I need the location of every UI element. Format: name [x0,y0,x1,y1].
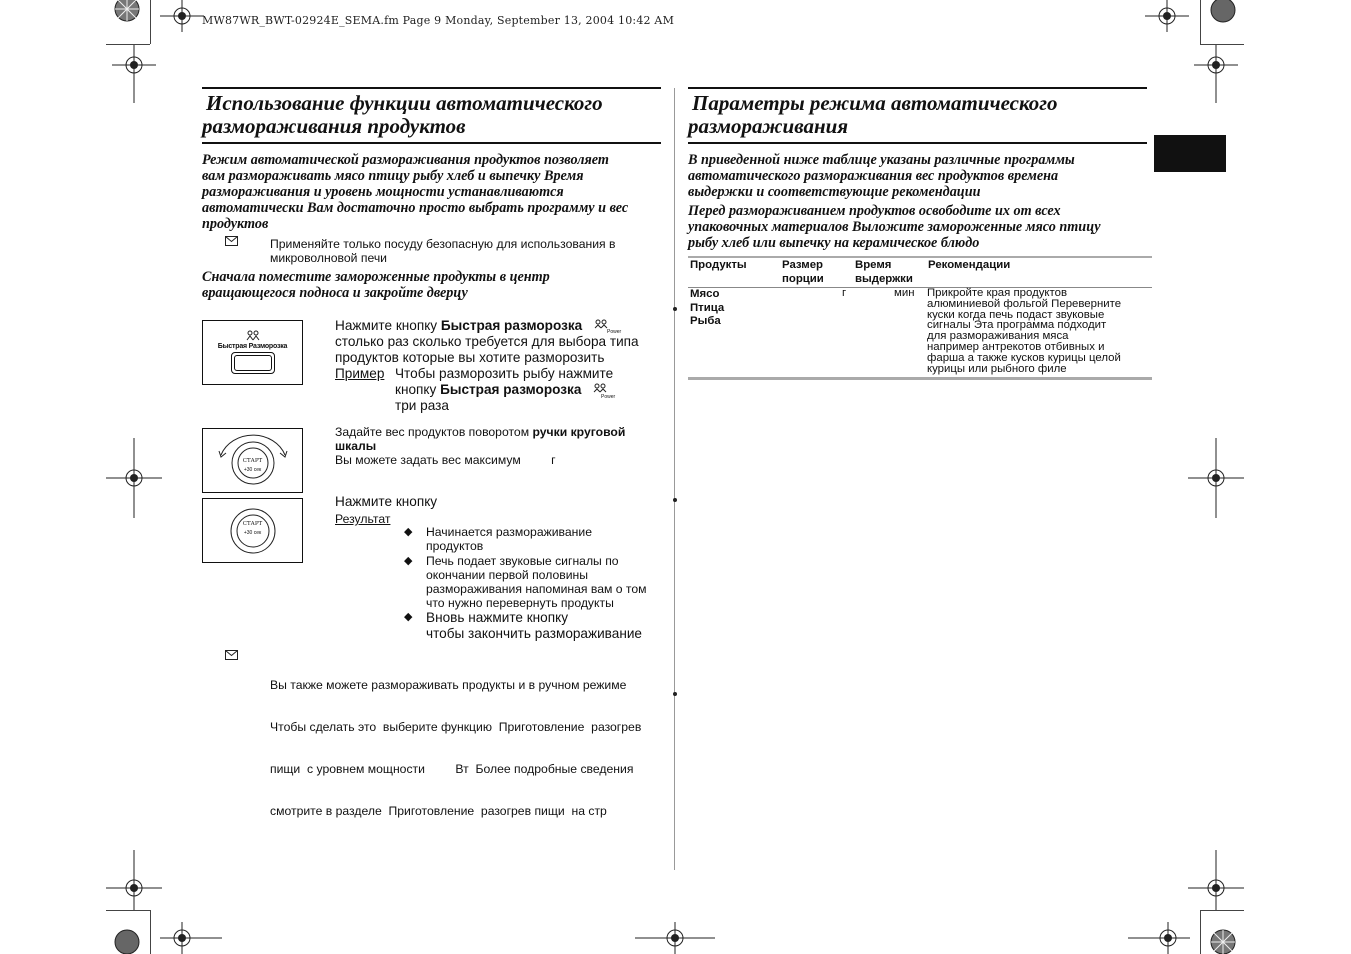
intro-line: В приведенной ниже таблице указаны различные программы [688,152,1075,168]
print-target-icon [113,0,141,22]
note-line: микроволновой печи [270,251,387,265]
registration-mark-icon [1145,0,1189,32]
portion-cell: г [842,287,847,299]
left-title-line2: размораживания продуктов [202,114,466,138]
note-line: Вы также можете размораживать продукты и в ручном режиме [270,678,627,692]
center-dot [673,307,677,311]
left-title-bottom-rule [202,142,661,144]
bullet-line: продуктов [426,539,484,553]
note-icon [225,650,238,660]
step1-prefix: Нажмите кнопку [335,318,441,333]
section-tab [1154,135,1226,172]
registration-mark-icon [160,922,222,954]
instruction-line: вращающегося подноса и закройте дверцу [202,285,468,301]
step1-button-name: Быстрая разморозка [440,318,583,333]
intro-line: упаковочных материалов Выложите замороженные мясо птицу [688,219,1101,235]
right-title [688,92,1148,138]
registration-mark-icon [1128,922,1190,954]
bullet-line: Начинается размораживание [426,525,592,539]
intro-line: выдержки и соответствующие рекомендации [688,184,981,200]
center-dot [673,498,677,502]
col-portion: Размер порции [782,259,824,285]
dial-panel [202,428,303,493]
intro-line: Перед размораживанием продуктов освободите их от всех [688,203,1061,219]
result-bullet [404,554,666,610]
registration-mark-icon [106,438,162,518]
registration-mark-icon [1194,45,1238,103]
bullet-line: размораживания напоминая вам о том [426,582,647,596]
step1-line: столько раз сколько требуется для выбора типа [335,334,639,349]
crop-line [150,0,151,44]
intro-line: размораживания и уровень мощности устанавливаются [202,184,564,200]
step3-text [335,494,665,528]
intro-line: продуктов [202,216,269,232]
example-line: Чтобы разморозить рыбу нажмите [395,366,614,381]
registration-mark-icon [1188,850,1244,910]
result-label: Результат [335,512,391,526]
col-recommendations: Рекомендации [928,259,1011,271]
bullet-line: чтобы закончить размораживание [426,626,642,641]
note-line: Применяйте только посуду безопасную для использования в [270,237,616,251]
note-line: смотрите в разделе Приготовление разогрев пищи на стр [270,804,607,818]
note-line: пищи с уровнем мощности Вт Более подробные сведения [270,762,634,776]
power-label: Power [601,394,616,400]
bullet-line: окончании первой половины [426,568,588,582]
note-icon [225,236,238,246]
result-bullet [404,610,666,642]
left-title [202,92,662,138]
bullet-line: что нужно перевернуть продукты [426,596,614,610]
col-products: Продукты [690,259,747,271]
left-instruction [202,269,662,301]
file-header: MW87WR_BWT-02924E_SEMA.fm Page 9 Monday, September 13, 2004 10:42 AM [202,14,675,27]
example-label: Пример [335,366,385,381]
col-time: Время выдержки [855,259,913,285]
example-prefix: кнопку [395,382,441,397]
right-title-bottom-rule [688,142,1147,144]
registration-mark-icon [106,850,162,910]
intro-line: рыбу хлеб или выпечку на керамическое блюдо [688,235,980,251]
step2-max-weight: Вы можете задать вес максимум г [335,453,556,467]
right-intro [688,152,1153,251]
right-title-top-rule [688,87,1147,89]
intro-line: вам размораживать мясо птицу рыбу хлеб и выпечку Время [202,168,584,184]
center-dot [673,692,677,696]
left-intro [202,152,667,232]
print-target-icon [1209,0,1237,24]
quick-defrost-panel [202,320,303,385]
crop-line [1200,910,1201,954]
recommendations-cell: Прикройте края продуктов алюминиевой фольгой Переверните куски когда печь подаст звуковые сигналы Эта программа подходит для размораживания мяса например антрекотов отбивных и фарша а также кусков курицы целой курицы или рыбного филе [927,287,1122,375]
print-target-icon [1209,928,1237,954]
registration-mark-icon [112,45,156,103]
intro-line: Режим автоматической размораживания продуктов позволяет [202,152,609,168]
table-bottom-rule [688,377,1152,380]
crop-line [1200,910,1244,911]
print-target-icon [113,928,141,954]
note-utensils [270,237,660,265]
result-bullet [404,525,666,553]
step2-text [335,425,665,467]
example-line3: три раза [395,398,449,413]
diamond-bullet-icon: ◆ [404,526,413,538]
table-header-row [688,258,1152,286]
intro-line: автоматически Вам достаточно просто выбрать программу и вес [202,200,629,216]
result-bullets [404,525,666,642]
registration-mark-icon [1188,438,1244,518]
start-panel [202,498,303,563]
quick-defrost-button[interactable] [231,352,275,374]
diamond-bullet-icon: ◆ [404,611,413,623]
panel-label: Быстрая Разморозка [217,343,288,350]
note-line: Чтобы сделать это выберите функцию Приготовление разогрев [270,720,642,734]
defrost-table [688,258,1152,286]
start-label: СТАРТ [242,521,263,527]
dial-sub-label: +30 сек [243,467,262,473]
registration-mark-icon [160,0,204,32]
step1-line: продуктов которые вы хотите разморозить [335,350,605,365]
registration-mark-icon [635,922,715,954]
note-manual-defrost [270,650,665,832]
bullet-line: Печь подает звуковые сигналы по [426,554,619,568]
dial-label: СТАРТ [242,458,263,464]
time-cell: мин [894,287,915,299]
step2-prefix: Задайте вес продуктов поворотом [335,425,533,439]
right-title-line2: размораживания [688,114,849,138]
instruction-line: Сначала поместите замороженные продукты в центр [202,269,550,285]
left-title-line1: Использование функции автоматического [206,91,603,115]
power-label: Power [607,329,622,335]
power-defrost-icon [594,319,608,331]
left-title-top-rule [202,87,661,89]
crop-line [1200,0,1201,44]
step2-dial-name: ручки круговой [532,425,626,439]
step3-line1: Нажмите кнопку [335,494,438,509]
products-cell: Мясо Птица Рыба [690,288,725,327]
crop-line [150,910,151,954]
crop-line [106,910,150,911]
bullet-line: Вновь нажмите кнопку [426,610,568,625]
center-divider [674,88,675,870]
defrost-symbol-icon [246,330,260,342]
diamond-bullet-icon: ◆ [404,555,413,567]
example-button: Быстрая разморозка [440,382,582,397]
right-title-line1: Параметры режима автоматического [692,91,1058,115]
step2-dial-name2: шкалы [335,439,377,453]
start-sub-label: +30 сек [243,530,262,536]
intro-line: автоматического размораживания вес продуктов времена [688,168,1059,184]
